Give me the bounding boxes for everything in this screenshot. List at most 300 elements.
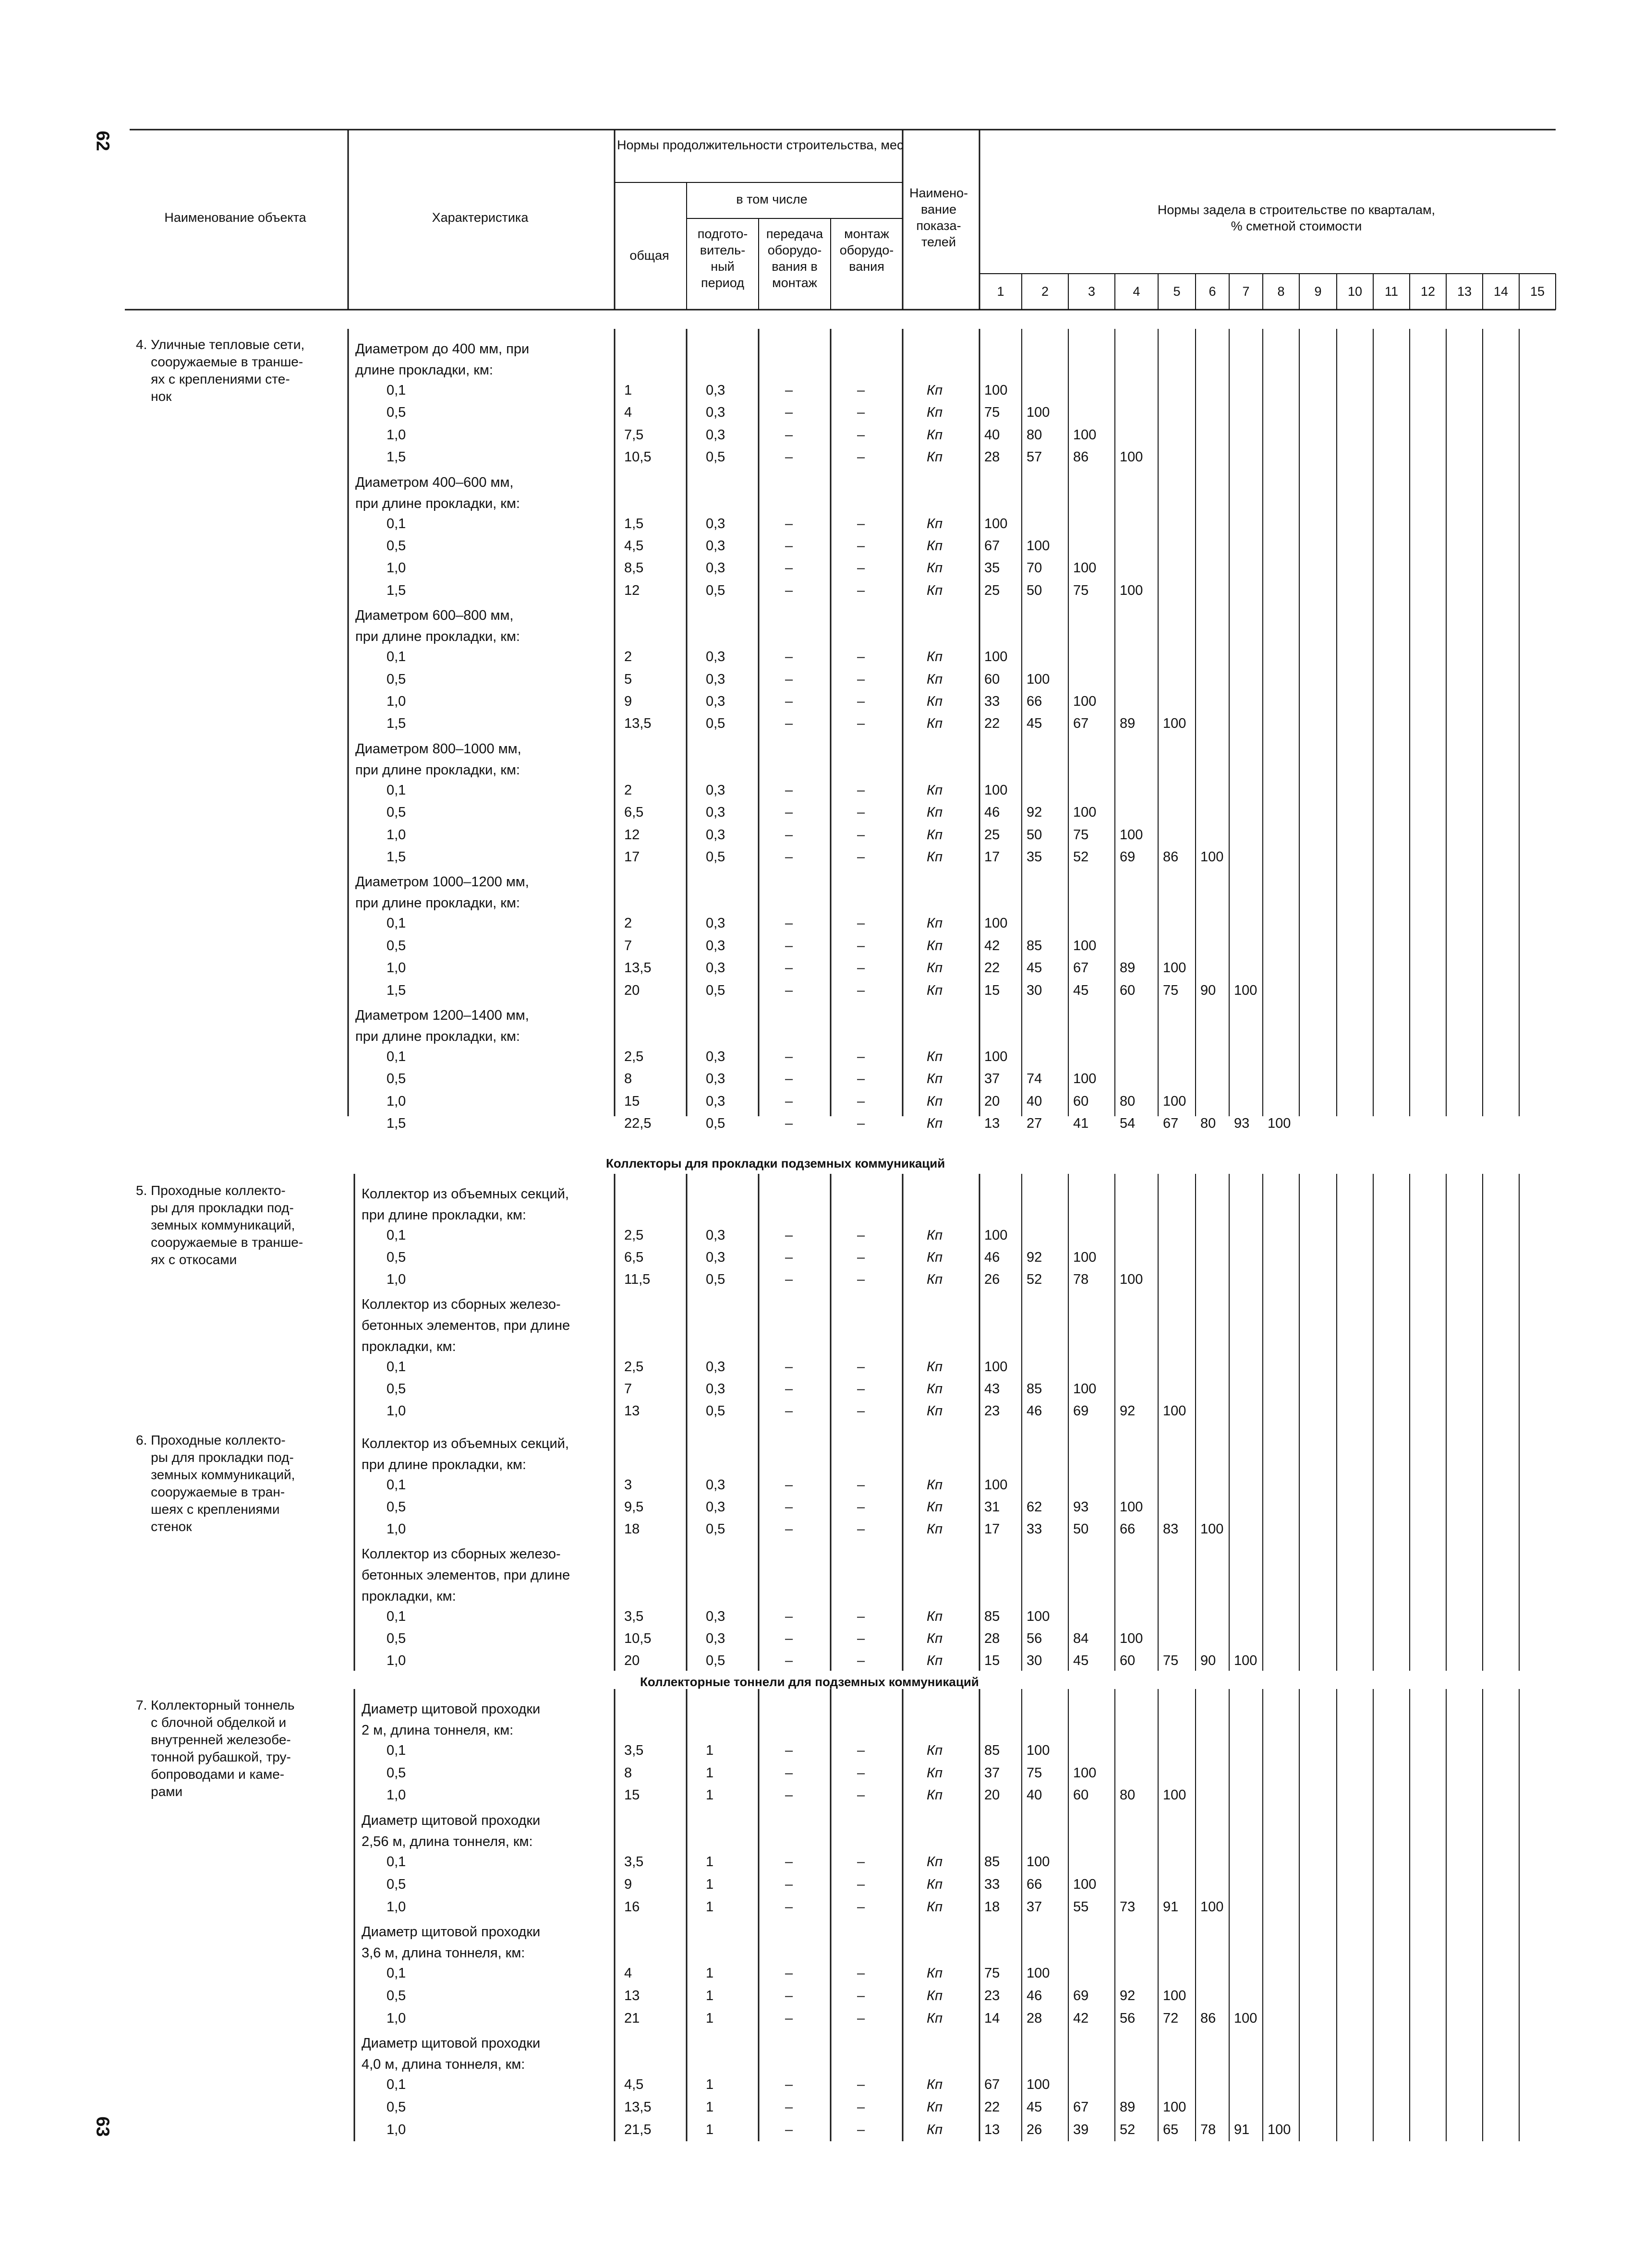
quarter-value: 100 [1120, 449, 1143, 465]
quarter-value: 69 [1073, 1988, 1089, 2003]
quarter-value: 100 [1234, 982, 1257, 998]
handover-value: – [785, 1899, 793, 1915]
mounting-value: – [857, 1359, 865, 1375]
prep-period: 0,3 [706, 560, 725, 576]
mounting-value: – [857, 538, 865, 554]
total-duration: 10,5 [624, 1631, 652, 1646]
quarter-value: 33 [984, 694, 1000, 709]
quarter-value: 100 [984, 916, 1008, 931]
prep-period: 0,3 [706, 649, 725, 665]
characteristic-heading: Коллектор из сборных железо- бетонных элементов, при длине прокладки, км: [362, 1297, 570, 1354]
length-value: 0,5 [387, 1988, 406, 2003]
handover-value: – [785, 827, 793, 843]
indicator-name: Кп [927, 1250, 943, 1265]
total-duration: 11,5 [624, 1272, 651, 1287]
quarter-value: 100 [1163, 1988, 1186, 2003]
length-value: 0,1 [387, 1228, 406, 1243]
length-value: 0,5 [387, 1250, 406, 1265]
quarter-value: 100 [984, 649, 1008, 665]
indicator-name: Кп [927, 1609, 943, 1624]
total-duration: 1,5 [624, 516, 644, 531]
length-value: 1,0 [387, 694, 406, 709]
mounting-value: – [857, 1743, 865, 1758]
prep-period: 0,3 [706, 805, 725, 820]
length-value: 1,0 [387, 960, 406, 976]
handover-value: – [785, 1477, 793, 1493]
quarter-value: 30 [1027, 982, 1042, 998]
length-value: 0,1 [387, 782, 406, 798]
prep-period: 0,3 [706, 960, 725, 976]
length-value: 1,0 [387, 560, 406, 576]
quarter-value: 75 [1163, 982, 1179, 998]
indicator-name: Кп [927, 849, 943, 865]
total-duration: 3 [624, 1477, 632, 1493]
length-value: 0,1 [387, 516, 406, 531]
indicator-name: Кп [927, 916, 943, 931]
quarter-value: 93 [1073, 1499, 1089, 1515]
quarter-value: 62 [1027, 1499, 1042, 1515]
indicator-name: Кп [927, 805, 943, 820]
quarter-header-5: 5 [1173, 284, 1181, 299]
prep-period: 0,3 [706, 427, 725, 443]
object-name-4: 4. Уличные тепловые сети, сооружаемые в транше- ях с креплениями сте- нок [136, 337, 305, 404]
quarter-value: 33 [984, 1876, 1000, 1892]
prep-period: 1 [706, 1787, 714, 1803]
total-duration: 6,5 [624, 805, 644, 820]
handover-value: – [785, 1765, 793, 1781]
quarter-value: 26 [984, 1272, 1000, 1287]
total-duration: 1 [624, 383, 632, 398]
quarter-value: 75 [984, 405, 1000, 421]
quarter-value: 60 [1120, 982, 1136, 998]
quarter-value: 67 [1073, 716, 1089, 732]
mounting-value: – [857, 938, 865, 953]
indicator-name: Кп [927, 1093, 943, 1109]
quarter-value: 28 [984, 1631, 1000, 1646]
indicator-name: Кп [927, 560, 943, 576]
prep-period: 1 [706, 2077, 714, 2093]
header-backlog: Нормы задела в строительстве по кварталам, % сметной стоимости [1157, 203, 1436, 233]
header-indicator: Наимено- вание показа- телей [909, 186, 968, 249]
quarter-value: 100 [1073, 1876, 1097, 1892]
indicator-name: Кп [927, 2010, 943, 2026]
mounting-value: – [857, 827, 865, 843]
prep-period: 0,3 [706, 938, 725, 953]
prep-period: 0,3 [706, 1250, 725, 1265]
indicator-name: Кп [927, 1876, 943, 1892]
length-value: 0,5 [387, 538, 406, 554]
total-duration: 3,5 [624, 1743, 644, 1758]
quarter-value: 86 [1200, 2010, 1216, 2026]
indicator-name: Кп [927, 827, 943, 843]
quarter-value: 37 [984, 1071, 1000, 1087]
quarter-value: 100 [1027, 1854, 1050, 1870]
total-duration: 12 [624, 582, 640, 598]
quarter-value: 69 [1073, 1403, 1089, 1419]
quarter-value: 85 [1027, 1381, 1042, 1397]
indicator-name: Кп [927, 1521, 943, 1537]
quarter-value: 55 [1073, 1899, 1089, 1915]
quarter-value: 84 [1073, 1631, 1089, 1646]
total-duration: 17 [624, 849, 640, 865]
mounting-value: – [857, 782, 865, 798]
prep-period: 0,5 [706, 716, 725, 732]
length-value: 1,5 [387, 716, 406, 732]
quarter-value: 56 [1027, 1631, 1042, 1646]
quarter-header-10: 10 [1347, 284, 1363, 299]
quarter-value: 91 [1234, 2122, 1250, 2137]
indicator-name: Кп [927, 1116, 943, 1132]
quarter-value: 20 [984, 1787, 1000, 1803]
quarter-value: 100 [1200, 849, 1224, 865]
quarter-value: 100 [1120, 582, 1143, 598]
quarter-value: 46 [1027, 1988, 1042, 2003]
prep-period: 0,3 [706, 383, 725, 398]
total-duration: 3,5 [624, 1609, 644, 1624]
length-value: 1,0 [387, 1521, 406, 1537]
handover-value: – [785, 1228, 793, 1243]
characteristic-heading: Коллектор из объемных секций, при длине прокладки, км: [362, 1436, 569, 1472]
length-value: 0,1 [387, 1854, 406, 1870]
quarter-value: 100 [1234, 1653, 1257, 1668]
prep-period: 0,3 [706, 1631, 725, 1646]
total-duration: 4,5 [624, 2077, 644, 2093]
quarter-value: 72 [1163, 2010, 1179, 2026]
quarter-value: 100 [1027, 671, 1050, 687]
total-duration: 8 [624, 1071, 632, 1087]
quarter-value: 67 [984, 2077, 1000, 2093]
prep-period: 0,5 [706, 582, 725, 598]
indicator-name: Кп [927, 649, 943, 665]
prep-period: 0,5 [706, 982, 725, 998]
indicator-name: Кп [927, 449, 943, 465]
indicator-name: Кп [927, 1228, 943, 1243]
quarter-value: 85 [984, 1609, 1000, 1624]
object-name-7: 7. Коллекторный тоннель с блочной обделкой и внутренней железобе- тонной рубашкой, тру- бопроводами и каме- рами [136, 1698, 295, 1799]
quarter-value: 14 [984, 2010, 1000, 2026]
prep-period: 1 [706, 1966, 714, 1981]
handover-value: – [785, 1609, 793, 1624]
prep-period: 0,3 [706, 1049, 725, 1064]
header-characteristic: Характеристика [432, 210, 529, 225]
mounting-value: – [857, 1966, 865, 1981]
quarter-value: 67 [984, 538, 1000, 554]
mounting-value: – [857, 849, 865, 865]
length-value: 0,1 [387, 1743, 406, 1758]
quarter-value: 75 [1027, 1765, 1042, 1781]
length-value: 0,1 [387, 383, 406, 398]
quarter-value: 60 [1073, 1093, 1089, 1109]
total-duration: 2 [624, 649, 632, 665]
quarter-header-3: 3 [1088, 284, 1096, 299]
indicator-name: Кп [927, 1381, 943, 1397]
total-duration: 5 [624, 671, 632, 687]
handover-value: – [785, 805, 793, 820]
quarter-value: 92 [1027, 805, 1042, 820]
quarter-header-14: 14 [1493, 284, 1509, 299]
handover-value: – [785, 1272, 793, 1287]
quarter-value: 100 [1163, 960, 1186, 976]
prep-period: 0,3 [706, 827, 725, 843]
prep-period: 0,5 [706, 1521, 725, 1537]
length-value: 0,5 [387, 938, 406, 953]
quarter-value: 46 [984, 805, 1000, 820]
indicator-name: Кп [927, 2099, 943, 2115]
handover-value: – [785, 2010, 793, 2026]
mounting-value: – [857, 383, 865, 398]
quarter-value: 23 [984, 1403, 1000, 1419]
prep-period: 1 [706, 1876, 714, 1892]
length-value: 1,5 [387, 582, 406, 598]
quarter-value: 41 [1073, 1116, 1089, 1132]
quarter-value: 42 [984, 938, 1000, 953]
mounting-value: – [857, 1381, 865, 1397]
handover-value: – [785, 671, 793, 687]
quarter-value: 91 [1163, 1899, 1179, 1915]
length-value: 0,1 [387, 1477, 406, 1493]
quarter-value: 100 [1027, 538, 1050, 554]
quarter-value: 90 [1200, 1653, 1216, 1668]
handover-value: – [785, 916, 793, 931]
quarter-value: 15 [984, 982, 1000, 998]
quarter-value: 45 [1027, 960, 1042, 976]
quarter-value: 100 [1073, 427, 1097, 443]
quarter-value: 83 [1163, 1521, 1179, 1537]
mounting-value: – [857, 516, 865, 531]
mounting-value: – [857, 1899, 865, 1915]
total-duration: 9 [624, 694, 632, 709]
quarter-value: 13 [984, 1116, 1000, 1132]
quarter-value: 100 [1073, 560, 1097, 576]
handover-value: – [785, 405, 793, 421]
quarter-header-4: 4 [1133, 284, 1140, 299]
handover-value: – [785, 1359, 793, 1375]
handover-value: – [785, 1521, 793, 1537]
quarter-value: 52 [1027, 1272, 1042, 1287]
quarter-value: 85 [1027, 938, 1042, 953]
quarter-value: 45 [1073, 982, 1089, 998]
quarter-value: 66 [1027, 694, 1042, 709]
handover-value: – [785, 1787, 793, 1803]
prep-period: 0,3 [706, 405, 725, 421]
mounting-value: – [857, 982, 865, 998]
quarter-value: 67 [1073, 960, 1089, 976]
length-value: 1,0 [387, 827, 406, 843]
mounting-value: – [857, 694, 865, 709]
handover-value: – [785, 1049, 793, 1064]
length-value: 0,5 [387, 405, 406, 421]
quarter-header-15: 15 [1530, 284, 1545, 299]
quarter-header-1: 1 [997, 284, 1004, 299]
indicator-name: Кп [927, 1272, 943, 1287]
mounting-value: – [857, 427, 865, 443]
quarter-value: 100 [1027, 405, 1050, 421]
mounting-value: – [857, 2099, 865, 2115]
quarter-value: 50 [1027, 827, 1042, 843]
quarter-value: 100 [1120, 827, 1143, 843]
handover-value: – [785, 2122, 793, 2137]
quarter-value: 100 [984, 1049, 1008, 1064]
quarter-value: 42 [1073, 2010, 1089, 2026]
mounting-value: – [857, 960, 865, 976]
total-duration: 8 [624, 1765, 632, 1781]
handover-value: – [785, 582, 793, 598]
characteristic-heading: Диаметр щитовой проходки 3,6 м, длина тоннеля, км: [362, 1924, 541, 1961]
handover-value: – [785, 1093, 793, 1109]
quarter-value: 100 [1027, 1743, 1050, 1758]
mounting-value: – [857, 1988, 865, 2003]
indicator-name: Кп [927, 1631, 943, 1646]
indicator-name: Кп [927, 1403, 943, 1419]
quarter-value: 100 [984, 1477, 1008, 1493]
quarter-value: 86 [1163, 849, 1179, 865]
total-duration: 2 [624, 782, 632, 798]
prep-period: 0,3 [706, 782, 725, 798]
quarter-value: 100 [1163, 1787, 1186, 1803]
indicator-name: Кп [927, 1765, 943, 1781]
indicator-name: Кп [927, 671, 943, 687]
length-value: 1,0 [387, 1787, 406, 1803]
handover-value: – [785, 1854, 793, 1870]
quarter-value: 92 [1120, 1403, 1136, 1419]
total-duration: 20 [624, 982, 640, 998]
quarter-value: 74 [1027, 1071, 1042, 1087]
quarter-value: 52 [1120, 2122, 1136, 2137]
quarter-value: 23 [984, 1988, 1000, 2003]
prep-period: 0,3 [706, 1381, 725, 1397]
mounting-value: – [857, 560, 865, 576]
total-duration: 8,5 [624, 560, 644, 576]
indicator-name: Кп [927, 1049, 943, 1064]
quarter-value: 92 [1120, 1988, 1136, 2003]
quarter-value: 66 [1027, 1876, 1042, 1892]
length-value: 1,0 [387, 1403, 406, 1419]
mounting-value: – [857, 1093, 865, 1109]
total-duration: 12 [624, 827, 640, 843]
handover-value: – [785, 982, 793, 998]
mounting-value: – [857, 2122, 865, 2137]
header-total: общая [629, 248, 669, 263]
page-number-bottom: 63 [92, 2116, 113, 2137]
quarter-value: 100 [1200, 1899, 1224, 1915]
length-value: 0,1 [387, 916, 406, 931]
length-value: 0,5 [387, 2099, 406, 2115]
quarter-value: 100 [1163, 1093, 1186, 1109]
indicator-name: Кп [927, 383, 943, 398]
handover-value: – [785, 649, 793, 665]
quarter-value: 35 [984, 560, 1000, 576]
characteristic-heading: Диаметр щитовой проходки 2,56 м, длина тоннеля, км: [362, 1813, 541, 1850]
length-value: 1,0 [387, 427, 406, 443]
quarter-header-2: 2 [1041, 284, 1049, 299]
prep-period: 0,3 [706, 1477, 725, 1493]
total-duration: 7 [624, 938, 632, 953]
mounting-value: – [857, 1521, 865, 1537]
quarter-value: 100 [1027, 2077, 1050, 2093]
characteristic-heading: Диаметром 800–1000 мм, при длине прокладки, км: [355, 741, 521, 778]
quarter-value: 37 [984, 1765, 1000, 1781]
indicator-name: Кп [927, 1653, 943, 1668]
length-value: 1,5 [387, 849, 406, 865]
header-duration-norms: Нормы продолжительности строительства, мес [617, 138, 904, 152]
total-duration: 3,5 [624, 1854, 644, 1870]
page-number-top: 62 [92, 131, 113, 151]
indicator-name: Кп [927, 1359, 943, 1375]
quarter-value: 100 [1027, 1966, 1050, 1981]
quarter-value: 28 [984, 449, 1000, 465]
quarter-value: 40 [1027, 1093, 1042, 1109]
total-duration: 21,5 [624, 2122, 652, 2137]
indicator-name: Кп [927, 582, 943, 598]
mounting-value: – [857, 2077, 865, 2093]
mounting-value: – [857, 1631, 865, 1646]
total-duration: 18 [624, 1521, 640, 1537]
quarter-value: 100 [1073, 1765, 1097, 1781]
length-value: 1,5 [387, 1116, 406, 1132]
quarter-value: 25 [984, 827, 1000, 843]
mounting-value: – [857, 1116, 865, 1132]
total-duration: 22,5 [624, 1116, 652, 1132]
total-duration: 21 [624, 2010, 640, 2026]
total-duration: 9,5 [624, 1499, 644, 1515]
indicator-name: Кп [927, 2077, 943, 2093]
indicator-name: Кп [927, 1499, 943, 1515]
length-value: 0,5 [387, 805, 406, 820]
total-duration: 13,5 [624, 716, 652, 732]
indicator-name: Кп [927, 427, 943, 443]
indicator-name: Кп [927, 1854, 943, 1870]
quarter-value: 15 [984, 1653, 1000, 1668]
quarter-value: 40 [1027, 1787, 1042, 1803]
quarter-value: 75 [984, 1966, 1000, 1981]
quarter-value: 37 [1027, 1899, 1042, 1915]
quarter-value: 66 [1120, 1521, 1136, 1537]
length-value: 0,1 [387, 1609, 406, 1624]
mounting-value: – [857, 671, 865, 687]
quarter-value: 54 [1120, 1116, 1136, 1132]
quarter-value: 73 [1120, 1899, 1136, 1915]
quarter-value: 45 [1027, 716, 1042, 732]
mounting-value: – [857, 1499, 865, 1515]
prep-period: 0,3 [706, 916, 725, 931]
total-duration: 2,5 [624, 1228, 644, 1243]
header-including: в том числе [736, 192, 808, 206]
quarter-value: 100 [1234, 2010, 1257, 2026]
quarter-value: 100 [1120, 1272, 1143, 1287]
quarter-value: 39 [1073, 2122, 1089, 2137]
length-value: 1,0 [387, 2010, 406, 2026]
total-duration: 15 [624, 1787, 640, 1803]
mounting-value: – [857, 649, 865, 665]
mounting-value: – [857, 405, 865, 421]
handover-value: – [785, 938, 793, 953]
quarter-value: 100 [1073, 805, 1097, 820]
length-value: 1,0 [387, 2122, 406, 2137]
handover-value: – [785, 1743, 793, 1758]
prep-period: 0,5 [706, 1403, 725, 1419]
prep-period: 0,3 [706, 538, 725, 554]
quarter-value: 45 [1073, 1653, 1089, 1668]
quarter-value: 17 [984, 1521, 1000, 1537]
quarter-value: 30 [1027, 1653, 1042, 1668]
indicator-name: Кп [927, 1988, 943, 2003]
characteristic-heading: Диаметром 1200–1400 мм, при длине прокладки, км: [355, 1008, 529, 1044]
mounting-value: – [857, 1250, 865, 1265]
prep-period: 1 [706, 1899, 714, 1915]
quarter-header-12: 12 [1420, 284, 1436, 299]
prep-period: 0,3 [706, 1609, 725, 1624]
quarter-value: 27 [1027, 1116, 1042, 1132]
